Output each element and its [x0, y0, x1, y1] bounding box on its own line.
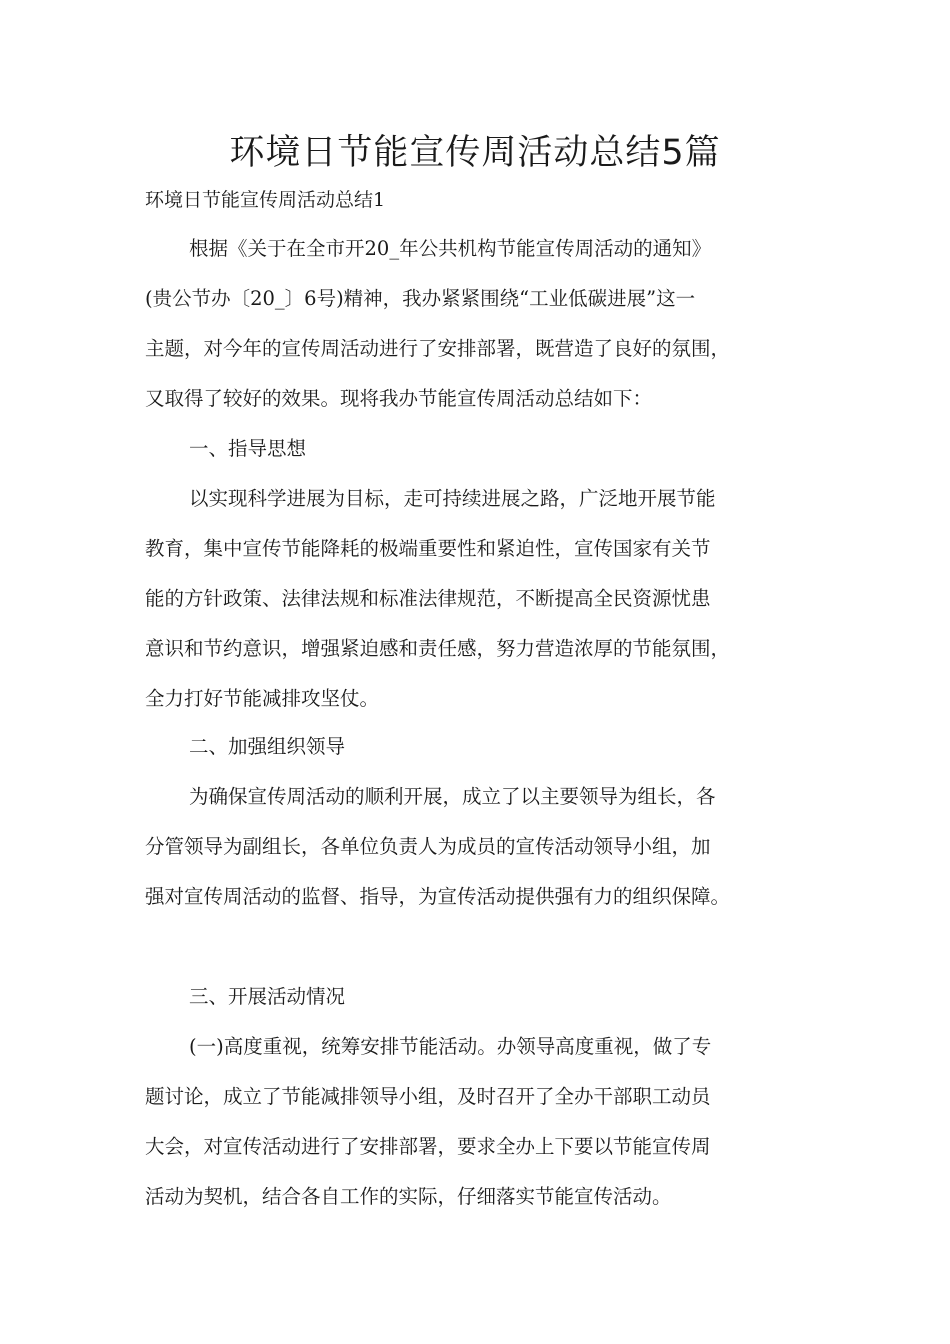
paragraph-line: 意识和节约意识，增强紧迫感和责任感，努力营造浓厚的节能氛围，	[145, 637, 731, 660]
paragraph-line: (一)高度重视，统筹安排节能活动。办领导高度重视，做了专	[189, 1035, 712, 1058]
paragraph-organization	[145, 772, 827, 922]
paragraph-line: 教育，集中宣传节能降耗的极端重要性和紧迫性，宣传国家有关节	[145, 537, 711, 560]
document-title: 环境日节能宣传周活动总结5篇	[229, 133, 721, 173]
heading-organization: 二、加强组织领导	[189, 735, 346, 758]
paragraph-line: 又取得了较好的效果。现将我办节能宣传周活动总结如下：	[145, 387, 653, 410]
paragraph-line: 为确保宣传周活动的顺利开展，成立了以主要领导为组长，各	[189, 785, 716, 808]
paragraph-line: 强对宣传周活动的监督、指导，为宣传活动提供强有力的组织保障。	[145, 885, 731, 908]
paragraph-line: 全力打好节能减排攻坚仗。	[145, 687, 380, 710]
paragraph-activities	[145, 1022, 827, 1222]
paragraph-line: 根据《关于在全市开20_年公共机构节能宣传周活动的通知》	[189, 237, 712, 260]
paragraph-intro	[145, 224, 827, 424]
heading-activities: 三、开展活动情况	[189, 985, 346, 1008]
paragraph-line: 活动为契机，结合各自工作的实际，仔细落实节能宣传活动。	[145, 1185, 672, 1208]
paragraph-line: 大会，对宣传活动进行了安排部署，要求全办上下要以节能宣传周	[145, 1135, 711, 1158]
paragraph-line: 能的方针政策、法律法规和标准法律规范，不断提高全民资源忧患	[145, 587, 711, 610]
paragraph-line: 以实现科学进展为目标，走可持续进展之路，广泛地开展节能	[189, 487, 716, 510]
paragraph-line: (贵公节办〔20_〕6号)精神，我办紧紧围绕“工业低碳进展”这一	[145, 287, 696, 310]
heading-guiding-thought: 一、指导思想	[189, 437, 307, 460]
paragraph-line: 主题，对今年的宣传周活动进行了安排部署，既营造了良好的氛围，	[145, 337, 731, 360]
paragraph-line: 分管领导为副组长，各单位负责人为成员的宣传活动领导小组，加	[145, 835, 711, 858]
paragraph-guiding-thought	[145, 474, 827, 724]
paragraph-line: 题讨论，成立了节能减排领导小组，及时召开了全办干部职工动员	[145, 1085, 711, 1108]
section-subtitle: 环境日节能宣传周活动总结1	[145, 189, 386, 211]
